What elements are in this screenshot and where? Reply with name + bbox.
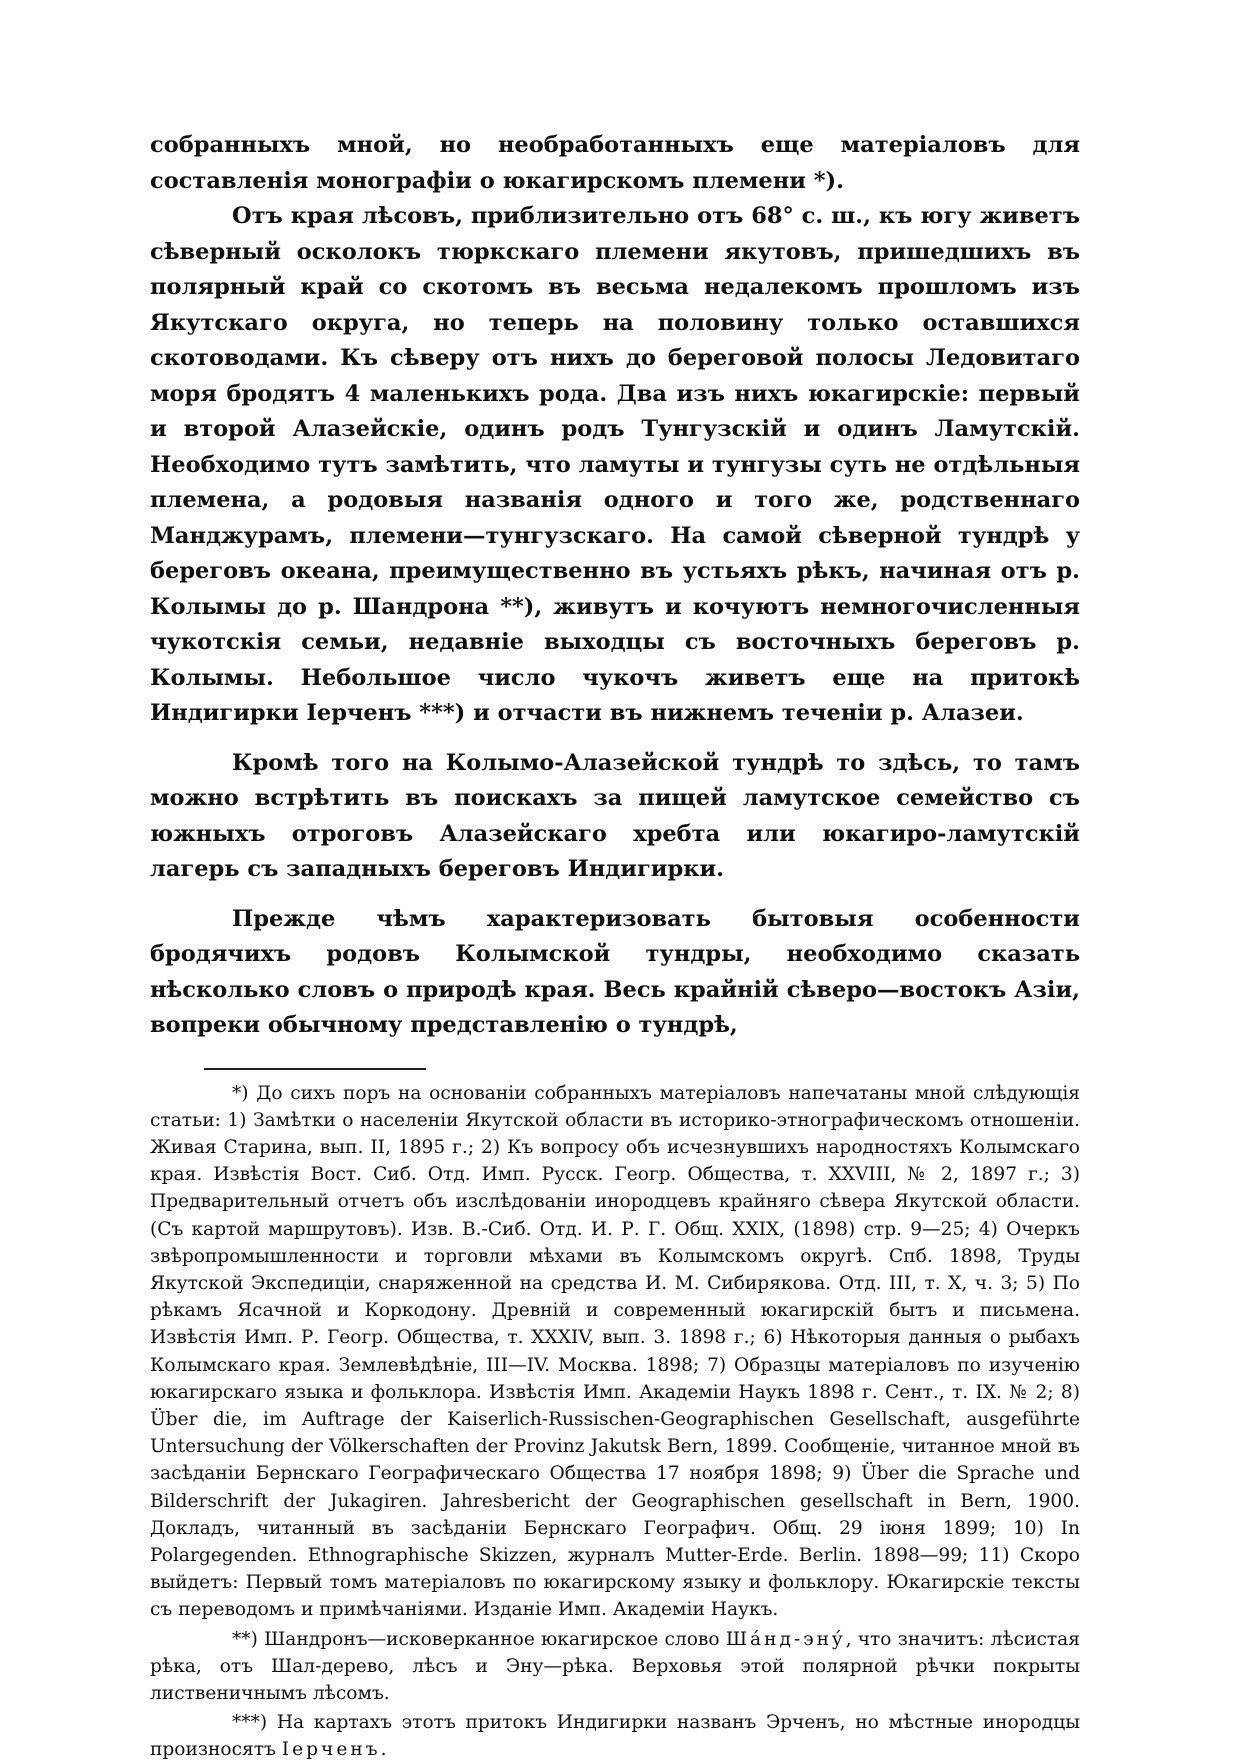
paragraph-2: Отъ края лѣсовъ, приблизительно отъ 68° с. ш., къ югу живетъ сѣверный осколокъ тюркскаго племени якутовъ, пришедшихъ въ полярный край со скотомъ въ весьма недалекомъ прошломъ изъ Якутскаго округа, но теперь на половину только оставшихся скотоводами. Къ сѣверу отъ нихъ до береговой полосы Ледовитаго моря бродятъ 4 маленькихъ рода. Два изъ нихъ юкагирскіе: первый и второй Алазейскіе, одинъ родъ Тунгузскій и одинъ Ламутскій. Необходимо тутъ замѣтить, что ламуты и тунгузы суть не отдѣльныя племена, а родовыя названія одного и того же, родственнаго Манджурамъ, племени—тунгузскаго. На самой сѣверной тундрѣ у береговъ океана, преимущественно въ устьяхъ рѣкъ, начиная отъ р. Колымы до р. Шандрона **), живутъ и кочуютъ немногочисленныя чукотскія семьи, недавніе выходцы съ восточныхъ береговъ р. Колымы. Небольшое число чукочъ живетъ еще на притокѣ Индигирки Іерченъ ***) и отчасти въ нижнемъ теченіи р. Алазеи. (150, 203, 1080, 726)
footnote-3-text-end: . (380, 1739, 387, 1761)
footnote-3-text-start: ***) На картахъ этотъ притокъ Индигирки названъ Эрченъ, но мѣстные инородцы произносятъ (150, 1712, 1080, 1761)
footnote-3-word: Іерченъ (281, 1739, 381, 1761)
footnote-2 (150, 1626, 1080, 1708)
main-text (150, 128, 1080, 1044)
footnotes (150, 1080, 1080, 1764)
footnote-3 (150, 1709, 1080, 1763)
paragraph-3: Кромѣ того на Колымо-Алазейской тундрѣ то здѣсь, то тамъ можно встрѣтить въ поискахъ за пищей ламутское семейство съ южныхъ отроговъ Алазейскаго хребта или юкагиро-ламутскій лагерь съ западныхъ береговъ Индигирки. (150, 749, 1080, 882)
paragraph-1: собранныхъ мной, но необработанныхъ еще матеріаловъ для составленія монографіи о юкагирскомъ племени *). (150, 132, 1080, 194)
footnote-2-word: Шáнд-энý (725, 1628, 846, 1650)
footnote-2-text-start: **) Шандронъ—исковерканное юкагирское слово (232, 1628, 726, 1650)
footnote-separator (204, 1068, 426, 1070)
page (150, 128, 1080, 1764)
footnote-2-text-end: , что значитъ: лѣсистая рѣка, отъ Шал-дерево, лѣсъ и Эну—рѣка. Верховья этой полярной рѣчки покрыты лиственичнымъ лѣсомъ. (150, 1628, 1081, 1704)
paragraph-4: Прежде чѣмъ характеризовать бытовыя особенности бродячихъ родовъ Колымской тундры, необходимо сказать нѣсколько словъ о природѣ края. Весь крайній сѣверо—востокъ Азіи, вопреки обычному представленію о тундрѣ, (150, 905, 1080, 1038)
footnote-1: *) До сихъ поръ на основаніи собранныхъ матеріаловъ напечатаны мной слѣдующія статьи: 1) Замѣтки о населеніи Якутской области въ историко-этнографическомъ отношеніи. Живая Старина, вып. II, 1895 г.; 2) Къ вопросу объ исчезнувшихъ народностяхъ Колымскаго края. Извѣстія Вост. Сиб. Отд. Имп. Русск. Геогр. Общества, т. XXVIII, № 2, 1897 г.; 3) Предварительный отчетъ объ изслѣдованіи инородцевъ крайняго сѣвера Якутской области. (Съ картой маршрутовъ). Изв. В.-Сиб. Отд. И. Р. Г. Общ. XXIX, (1898) стр. 9—25; 4) Очеркъ звѣропромышленности и торговли мѣхами въ Колымскомъ округѣ. Спб. 1898, Труды Якутской Экспедиціи, снаряженной на средства И. М. Сибирякова. Отд. III, т. X, ч. 3; 5) По рѣкамъ Ясачной и Коркодону. Древній и современный юкагирскій бытъ и письмена. Извѣстія Имп. Р. Геогр. Общества, т. XXXIV, вып. 3. 1898 г.; 6) Нѣкоторыя данныя о рыбахъ Колымскаго края. Землевѣдѣніе, III—IV. Москва. 1898; 7) Образцы матеріаловъ по изученію юкагирскаго языка и фольклора. Извѣстія Имп. Академіи Наукъ 1898 г. Сент., т. IX. № 2; 8) Über die, im Auftrage der Kaiserlich-Russischen-Geographischen Gesellschaft, ausgeführte Untersuchung der Völkerschaften der Provinz Jakutsk Bern, 1899. Сообщеніе, читанное мной въ засѣданіи Бернскаго Географическаго Общества 17 ноября 1898; 9) Über die Sprache und Bilderschrift der Jukagiren. Jahresbericht der Geographischen gesellschaft in Bern, 1900. Докладъ, читанный въ засѣданіи Бернскаго Географич. Общ. 29 іюня 1899; 10) In Polargegenden. Ethnographische Skizzen, журналъ Mutter-Erde. Berlin. 1898—99; 11) Скоро выйдетъ: Первый томъ матеріаловъ по юкагирскому языку и фольклору. Юкагирскіе тексты съ переводомъ и примѣчаніями. Изданіе Имп. Академіи Наукъ. (150, 1082, 1080, 1621)
